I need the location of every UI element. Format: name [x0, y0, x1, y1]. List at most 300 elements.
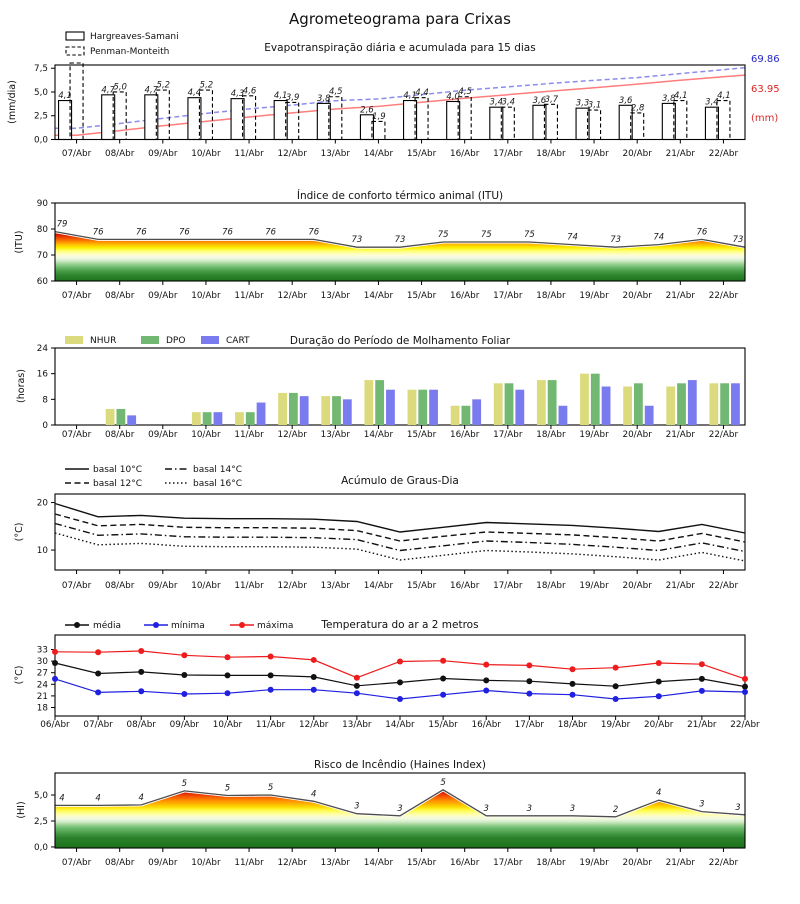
bar-value-label: 4,5	[458, 87, 472, 98]
y-axis-label: (HI)	[16, 801, 27, 819]
y-tick-label: 70	[36, 251, 48, 261]
dpo-bar	[548, 380, 557, 425]
mínima-point	[613, 696, 619, 702]
x-tick-label: 13/Abr	[320, 149, 351, 159]
x-tick-label: 14/Abr	[363, 581, 394, 591]
bar-value-label: 3,9	[285, 92, 300, 103]
x-tick-label: 14/Abr	[363, 291, 394, 301]
y-tick-label: 10	[36, 546, 48, 557]
nhur-bar	[580, 374, 589, 425]
bar-value-label: 4,7	[101, 85, 115, 96]
x-tick-label: 22/Abr	[708, 291, 739, 301]
legend-label: basal 10°C	[93, 465, 143, 475]
bar-value-label: 4,0	[446, 91, 460, 102]
mínima-point	[95, 689, 101, 695]
x-tick-label: 11/Abr	[234, 430, 264, 440]
y-tick-label: 90	[36, 199, 48, 209]
point-label: 76	[308, 227, 320, 238]
x-tick-label: 10/Abr	[191, 581, 221, 591]
dpo-bar	[591, 374, 600, 425]
legend-swatch	[66, 32, 84, 40]
bar-value-label: 2,6	[360, 105, 374, 116]
nhur-bar	[235, 412, 244, 425]
y-tick-label: 27	[36, 668, 48, 679]
x-tick-label: 22/Abr	[708, 149, 739, 159]
x-tick-label: 13/Abr	[320, 858, 351, 868]
cart-bar	[731, 383, 740, 425]
x-tick-label: 13/Abr	[320, 581, 351, 591]
y-tick-label: 60	[36, 277, 48, 287]
bar-value-label: 4,6	[242, 86, 257, 97]
y-axis-label: (mm/dia)	[7, 80, 18, 124]
x-tick-label: 08/Abr	[104, 581, 135, 591]
x-tick-label: 20/Abr	[622, 291, 652, 301]
bar-value-label: 3,8	[317, 93, 331, 104]
point-label: 3	[483, 803, 489, 814]
y-tick-label: 21	[36, 691, 48, 702]
média-point	[181, 672, 187, 678]
itu-plot	[37, 199, 745, 301]
haines-plot	[34, 773, 745, 868]
x-tick-label: 09/Abr	[148, 291, 178, 301]
bar-value-label: 4,3	[230, 89, 245, 100]
x-tick-label: 16/Abr	[449, 430, 480, 440]
bar-value-label: 3,7	[544, 94, 559, 105]
nhur-bar	[451, 406, 460, 425]
x-tick-label: 14/Abr	[363, 149, 394, 159]
x-tick-label: 15/Abr	[406, 291, 437, 301]
bar-value-label: 3,4	[489, 97, 504, 108]
degree-day-line	[55, 504, 745, 534]
point-label: 74	[567, 232, 578, 243]
legend-label: basal 12°C	[93, 479, 143, 489]
cumulative-unit-label: (mm)	[751, 113, 779, 124]
máxima-point	[656, 660, 662, 666]
mínima-point	[483, 687, 489, 693]
x-tick-label: 18/Abr	[536, 858, 566, 868]
x-tick-label: 11/Abr	[234, 149, 264, 159]
x-tick-label: 06/Abr	[40, 720, 70, 730]
x-tick-label: 19/Abr	[579, 149, 609, 159]
temperature-plot	[37, 620, 760, 730]
point-label: 5	[267, 783, 274, 794]
bar-value-label: 4,1	[273, 91, 288, 102]
média-point	[397, 679, 403, 685]
x-tick-label: 17/Abr	[493, 430, 523, 440]
point-label: 76	[135, 227, 147, 238]
máxima-point	[483, 662, 489, 668]
média-point	[742, 684, 748, 690]
nhur-bar	[106, 409, 115, 425]
point-label: 4	[95, 793, 101, 804]
x-tick-label: 15/Abr	[406, 581, 437, 591]
x-tick-label: 21/Abr	[665, 858, 696, 868]
bar-value-label: 4,1	[403, 91, 417, 102]
y-tick-label: 5,0	[34, 87, 48, 98]
legend-marker	[74, 622, 80, 628]
x-tick-label: 20/Abr	[622, 858, 652, 868]
legend-swatch	[66, 47, 84, 55]
cart-bar	[602, 387, 611, 426]
point-label: 3	[735, 802, 741, 813]
cart-bar	[429, 390, 438, 425]
point-label: 76	[696, 227, 708, 238]
x-tick-label: 10/Abr	[212, 720, 243, 730]
y-tick-label: 2,5	[34, 816, 48, 827]
bar-value-label: 5,0	[113, 82, 127, 93]
legend-label: máxima	[257, 621, 294, 631]
x-tick-label: 19/Abr	[579, 581, 609, 591]
bar-value-label: 3,4	[705, 97, 719, 108]
x-tick-label: 18/Abr	[536, 149, 566, 159]
máxima-point	[225, 654, 231, 660]
mínima-point	[440, 692, 446, 698]
nhur-bar	[278, 393, 287, 425]
bar-value-label: 1,9	[372, 111, 386, 122]
máxima-point	[742, 676, 748, 682]
máxima-point	[268, 653, 274, 659]
x-tick-label: 11/Abr	[234, 291, 264, 301]
x-tick-label: 07/Abr	[61, 149, 92, 159]
legend-swatch	[141, 336, 159, 344]
point-label: 76	[265, 227, 277, 238]
point-label: 73	[610, 235, 622, 246]
máxima-point	[526, 662, 532, 668]
x-tick-label: 14/Abr	[363, 430, 394, 440]
x-tick-label: 18/Abr	[536, 581, 566, 591]
legend-swatch	[65, 336, 83, 344]
point-label: 74	[653, 232, 665, 243]
point-label: 3	[699, 799, 705, 810]
cart-bar	[645, 406, 654, 425]
x-tick-label: 16/Abr	[449, 291, 480, 301]
legend-label: basal 16°C	[193, 479, 243, 489]
legend-label: basal 14°C	[193, 465, 243, 475]
x-tick-label: 12/Abr	[277, 149, 307, 159]
x-tick-label: 17/Abr	[493, 149, 523, 159]
y-tick-label: 18	[36, 703, 48, 714]
cart-bar	[257, 403, 266, 425]
x-tick-label: 11/Abr	[234, 858, 264, 868]
nhur-bar	[192, 412, 201, 425]
cart-bar	[127, 415, 136, 425]
x-tick-label: 19/Abr	[579, 430, 609, 440]
x-tick-label: 22/Abr	[708, 858, 739, 868]
panel-evapotranspiracao	[7, 32, 780, 159]
y-tick-label: 80	[36, 225, 48, 235]
plot-frame	[55, 635, 745, 716]
bar-value-label: 4,7	[144, 85, 159, 96]
penman-cumulative-line	[55, 68, 745, 129]
y-tick-label: 2,5	[34, 111, 48, 122]
x-tick-label: 12/Abr	[277, 581, 307, 591]
x-tick-label: 21/Abr	[665, 581, 696, 591]
x-tick-label: 21/Abr	[665, 291, 696, 301]
máxima-point	[181, 652, 187, 658]
x-tick-label: 09/Abr	[148, 430, 178, 440]
bar-value-label: 4,1	[674, 91, 688, 102]
x-tick-label: 17/Abr	[514, 720, 545, 730]
dpo-bar	[677, 383, 686, 425]
point-label: 4	[311, 789, 317, 800]
mínima-point	[656, 693, 662, 699]
x-tick-label: 08/Abr	[104, 858, 135, 868]
x-tick-label: 09/Abr	[169, 720, 200, 730]
x-tick-label: 09/Abr	[148, 581, 178, 591]
x-tick-label: 08/Abr	[126, 720, 156, 730]
x-tick-label: 07/Abr	[61, 291, 92, 301]
x-tick-label: 20/Abr	[622, 581, 652, 591]
y-axis-label: (°C)	[14, 665, 25, 685]
x-tick-label: 12/Abr	[277, 430, 307, 440]
point-label: 3	[354, 801, 360, 812]
mínima-point	[354, 690, 360, 696]
degree-day-line	[55, 533, 745, 561]
panel-title: Índice de conforto térmico animal (ITU)	[296, 190, 504, 202]
point-label: 75	[480, 230, 492, 240]
nhur-bar	[494, 383, 503, 425]
legend-label: NHUR	[90, 336, 117, 346]
x-tick-label: 17/Abr	[493, 858, 523, 868]
máxima-point	[699, 661, 705, 667]
point-label: 76	[222, 227, 233, 238]
mínima-point	[699, 688, 705, 694]
cart-bar	[515, 390, 524, 425]
mínima-point	[52, 676, 58, 682]
média-point	[570, 681, 576, 687]
máxima-point	[52, 649, 58, 655]
panel-molhamento-foliar	[16, 335, 745, 440]
bar-value-label: 3,4	[501, 97, 516, 108]
plot-frame	[55, 65, 745, 140]
cart-bar	[343, 399, 352, 425]
x-tick-label: 07/Abr	[83, 720, 113, 730]
y-tick-label: 16	[36, 369, 48, 380]
y-axis-label: (ITU)	[14, 230, 25, 254]
média-point	[52, 660, 58, 666]
dpo-bar	[505, 383, 514, 425]
legend-marker	[153, 622, 159, 628]
média-point	[699, 676, 705, 682]
x-tick-label: 12/Abr	[299, 720, 329, 730]
panel-title: Risco de Incêndio (Haines Index)	[314, 759, 486, 771]
x-tick-label: 16/Abr	[471, 720, 501, 730]
y-tick-label: 5,0	[34, 791, 48, 802]
nhur-bar	[709, 383, 718, 425]
mínima-point	[742, 689, 748, 695]
point-label: 3	[397, 803, 403, 814]
máxima-point	[354, 675, 360, 681]
bar-value-label: 4,5	[329, 87, 343, 98]
média-point	[613, 683, 619, 689]
y-tick-label: 7,5	[34, 64, 48, 75]
x-tick-label: 07/Abr	[61, 430, 92, 440]
bar-value-label: 3,1	[587, 100, 602, 111]
x-tick-label: 15/Abr	[406, 149, 437, 159]
x-tick-label: 20/Abr	[644, 720, 674, 730]
y-tick-label: 33	[36, 645, 48, 656]
mínima-point	[181, 691, 187, 697]
point-label: 75	[523, 230, 535, 240]
x-tick-label: 22/Abr	[708, 581, 739, 591]
máxima-point	[95, 649, 101, 655]
cart-bar	[214, 412, 223, 425]
x-tick-label: 10/Abr	[191, 430, 221, 440]
x-tick-label: 10/Abr	[191, 858, 221, 868]
dpo-bar	[461, 406, 470, 425]
panel-haines	[16, 759, 745, 868]
point-label: 3	[526, 803, 533, 814]
legend-swatch	[201, 336, 219, 344]
page-title: Agrometeograma para Crixas	[289, 10, 511, 28]
média-point	[95, 670, 101, 676]
x-tick-label: 17/Abr	[493, 291, 523, 301]
mínima-point	[268, 687, 274, 693]
point-label: 76	[178, 227, 190, 238]
nhur-bar	[321, 396, 330, 425]
x-tick-label: 07/Abr	[61, 581, 92, 591]
x-tick-label: 13/Abr	[320, 430, 351, 440]
x-tick-label: 11/Abr	[234, 581, 264, 591]
dpo-bar	[418, 390, 427, 425]
x-tick-label: 21/Abr	[665, 430, 696, 440]
degree-day-line	[55, 514, 745, 542]
panel-title: Temperatura do ar a 2 metros	[321, 619, 479, 631]
média-point	[656, 679, 662, 685]
x-tick-label: 15/Abr	[406, 858, 437, 868]
point-label: 5	[224, 783, 231, 794]
x-tick-label: 11/Abr	[255, 720, 286, 730]
x-tick-label: 08/Abr	[104, 291, 135, 301]
mínima-point	[397, 696, 403, 702]
média-point	[483, 677, 489, 683]
x-tick-label: 13/Abr	[320, 291, 351, 301]
máxima-point	[311, 657, 317, 663]
panel-graus-dia	[14, 465, 745, 591]
legend-label: DPO	[166, 336, 186, 346]
média-point	[440, 675, 446, 681]
y-tick-label: 0,0	[34, 842, 48, 853]
média-point	[225, 672, 231, 678]
x-tick-label: 20/Abr	[622, 149, 652, 159]
x-tick-label: 09/Abr	[148, 858, 178, 868]
legend-label: média	[93, 621, 122, 631]
x-tick-label: 13/Abr	[342, 720, 372, 730]
bar-value-label: 3,6	[618, 95, 633, 106]
mínima-point	[225, 690, 231, 696]
dpo-bar	[246, 412, 255, 425]
y-tick-label: 24	[36, 344, 48, 354]
point-label: 3	[569, 803, 576, 814]
nhur-bar	[408, 390, 417, 425]
legend-label: Hargreaves-Samani	[90, 32, 179, 42]
cart-bar	[386, 390, 395, 425]
x-tick-label: 15/Abr	[428, 720, 458, 730]
x-tick-label: 08/Abr	[104, 149, 135, 159]
x-tick-label: 16/Abr	[449, 149, 480, 159]
nhur-bar	[623, 387, 632, 426]
point-label: 4	[138, 792, 144, 803]
panel-title: Duração do Período de Molhamento Foliar	[289, 335, 511, 347]
x-tick-label: 15/Abr	[406, 430, 437, 440]
leaf-wetness-plot	[37, 336, 745, 440]
mínima-point	[311, 687, 317, 693]
x-tick-label: 10/Abr	[191, 149, 221, 159]
média-point	[311, 674, 317, 680]
y-axis-label: (horas)	[16, 369, 27, 403]
bar-value-label: 4,4	[187, 88, 202, 99]
penman-total-label: 69.86	[751, 54, 780, 65]
point-label: 5	[181, 778, 188, 789]
bar-value-label: 4,1	[58, 91, 72, 102]
legend-label: Penman-Monteith	[90, 47, 170, 57]
nhur-bar	[364, 380, 373, 425]
x-tick-label: 14/Abr	[385, 720, 415, 730]
x-tick-label: 19/Abr	[579, 291, 609, 301]
y-tick-label: 0,0	[34, 135, 48, 146]
x-tick-label: 16/Abr	[449, 581, 480, 591]
legend-label: mínima	[171, 621, 205, 631]
bar-value-label: 3,3	[575, 98, 590, 109]
x-tick-label: 09/Abr	[148, 149, 178, 159]
x-tick-label: 19/Abr	[579, 858, 609, 868]
panel-temperatura	[14, 619, 760, 730]
x-tick-label: 19/Abr	[600, 720, 631, 730]
point-label: 4	[59, 793, 65, 804]
máxima-point	[440, 658, 446, 664]
cart-bar	[559, 406, 568, 425]
degree-day-line	[55, 524, 745, 552]
x-tick-label: 10/Abr	[191, 291, 221, 301]
máxima-line	[55, 651, 745, 679]
mínima-point	[138, 688, 144, 694]
point-label: 5	[440, 777, 446, 788]
y-tick-label: 20	[36, 498, 48, 509]
mínima-point	[570, 692, 576, 698]
panel-title: Evapotranspiração diária e acumulada para 15 dias	[264, 42, 536, 54]
bar-value-label: 5,2	[156, 80, 171, 91]
bar-value-label: 4,4	[415, 88, 429, 99]
dpo-bar	[116, 409, 125, 425]
x-tick-label: 12/Abr	[277, 858, 307, 868]
média-point	[526, 678, 532, 684]
dpo-bar	[375, 380, 384, 425]
dpo-bar	[634, 383, 643, 425]
bar-value-label: 3,6	[532, 95, 547, 106]
point-label: 73	[351, 235, 363, 246]
y-tick-label: 0	[42, 421, 48, 431]
x-tick-label: 07/Abr	[61, 858, 92, 868]
point-label: 73	[394, 235, 406, 246]
máxima-point	[570, 666, 576, 672]
dpo-bar	[332, 396, 341, 425]
x-tick-label: 08/Abr	[104, 430, 135, 440]
máxima-point	[397, 658, 403, 664]
x-tick-label: 18/Abr	[536, 291, 566, 301]
x-tick-label: 21/Abr	[665, 149, 696, 159]
mínima-point	[526, 691, 532, 697]
máxima-point	[138, 648, 144, 654]
point-label: 4	[656, 788, 662, 799]
y-tick-label: 24	[36, 680, 48, 691]
x-tick-label: 12/Abr	[277, 291, 307, 301]
x-tick-label: 22/Abr	[730, 720, 760, 730]
point-label: 2	[612, 804, 619, 815]
y-axis-label: (°C)	[14, 522, 25, 542]
x-tick-label: 22/Abr	[708, 430, 739, 440]
x-tick-label: 16/Abr	[449, 858, 480, 868]
point-label: 75	[437, 230, 449, 240]
